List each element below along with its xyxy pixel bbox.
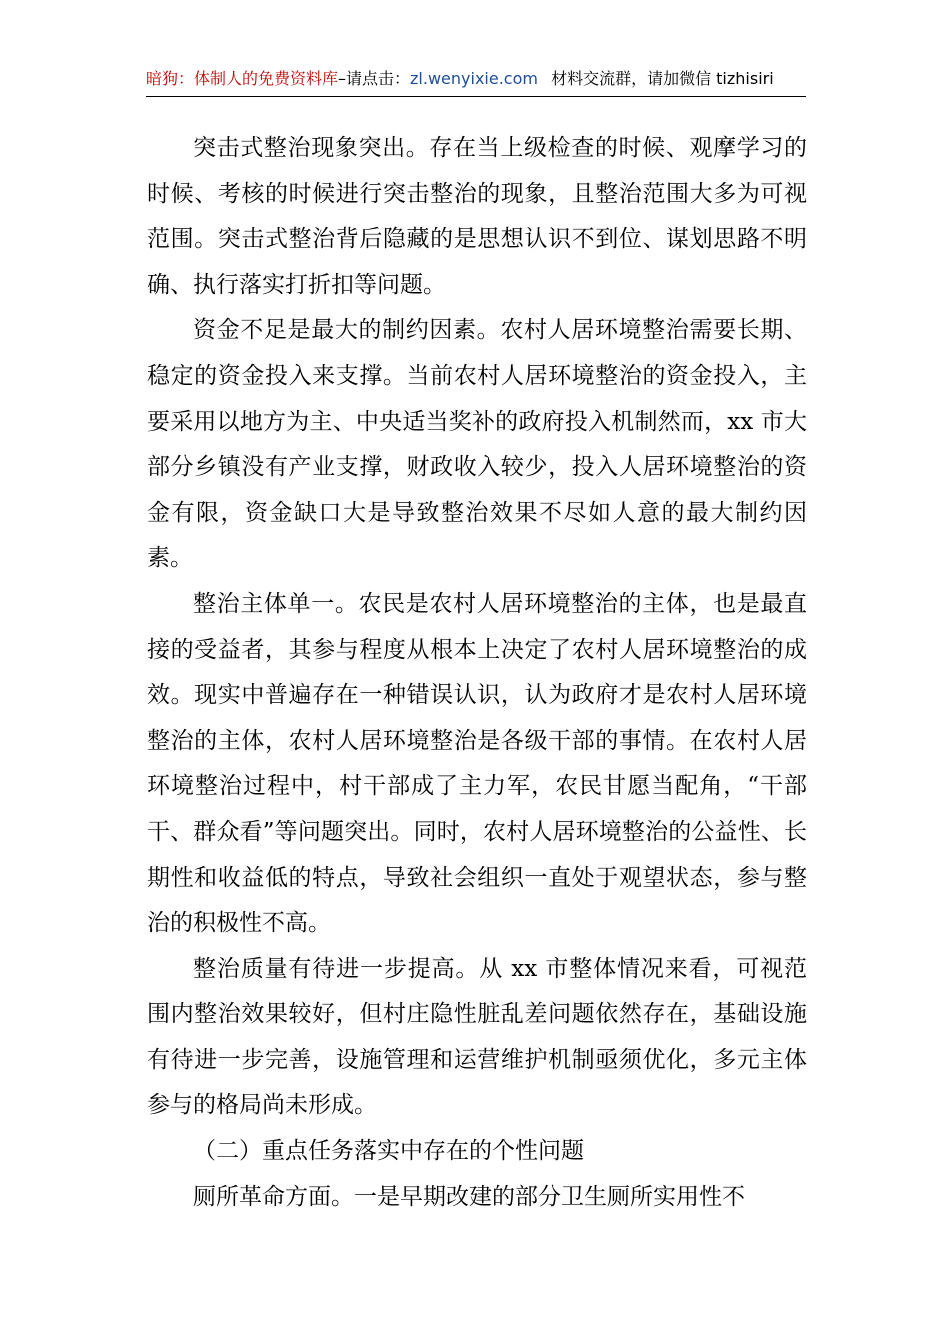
paragraph-sudden-rectification: 突击式整治现象突出。存在当上级检查的时候、观摩学习的时候、考核的时候进行突击整治的现象，且整治范围大多为可视范围。突击式整治背后隐藏的是思想认识不到位、谋划思路不明确、执行落实打折扣等问题。 xyxy=(147,135,807,298)
paragraph-quality-improvement: 整治质量有待进一步提高。从 xx 市整体情况来看，可视范围内整治效果较好，但村庄隐性脏乱差问题依然存在，基础设施有待进一步完善，设施管理和运营维护机制亟须优化，多元主体参与的格局尚未形成。 xyxy=(147,955,807,1119)
header-link[interactable]: zl.wenyixie.com xyxy=(410,69,538,88)
header-brand: 暗狗：体制人的免费资料库 xyxy=(146,69,339,88)
document-body xyxy=(147,126,807,1220)
paragraph-single-subject: 整治主体单一。农民是农村人居环境整治的主体，也是最直接的受益者，其参与程度从根本上决定了农村人居环境整治的成效。现实中普遍存在一种错误认识，认为政府才是农村人居环境整治的主体，农村人居环境整治是各级干部的事情。在农村人居环境整治过程中，村干部成了主力军，农民甘愿当配角，“干部干、群众看”等问题突出。同时，农村人居环境整治的公益性、长期性和收益低的特点，导致社会组织一直处于观望状态，参与整治的积极性不高。 xyxy=(147,590,807,937)
header-contact: 材料交流群，请加微信 tizhisiri xyxy=(551,69,774,88)
paragraph-toilet-revolution: 厕所革命方面。一是早期改建的部分卫生厕所实用性不 xyxy=(193,1183,745,1210)
page-header xyxy=(146,62,806,97)
paragraph-funding-shortage: 资金不足是最大的制约因素。农村人居环境整治需要长期、稳定的资金投入来支撑。当前农村人居环境整治的资金投入，主要采用以地方为主、中央适当奖补的政府投入机制然而，xx 市大部分乡镇没有产业支撑，财政收入较少，投入人居环境整治的资金有限，资金缺口大是导致整治效果不尽如人意的最大制约因素。 xyxy=(147,317,807,572)
header-separator: –请点击： xyxy=(338,69,411,88)
section-subheading: （二）重点任务落实中存在的个性问题 xyxy=(193,1138,584,1165)
